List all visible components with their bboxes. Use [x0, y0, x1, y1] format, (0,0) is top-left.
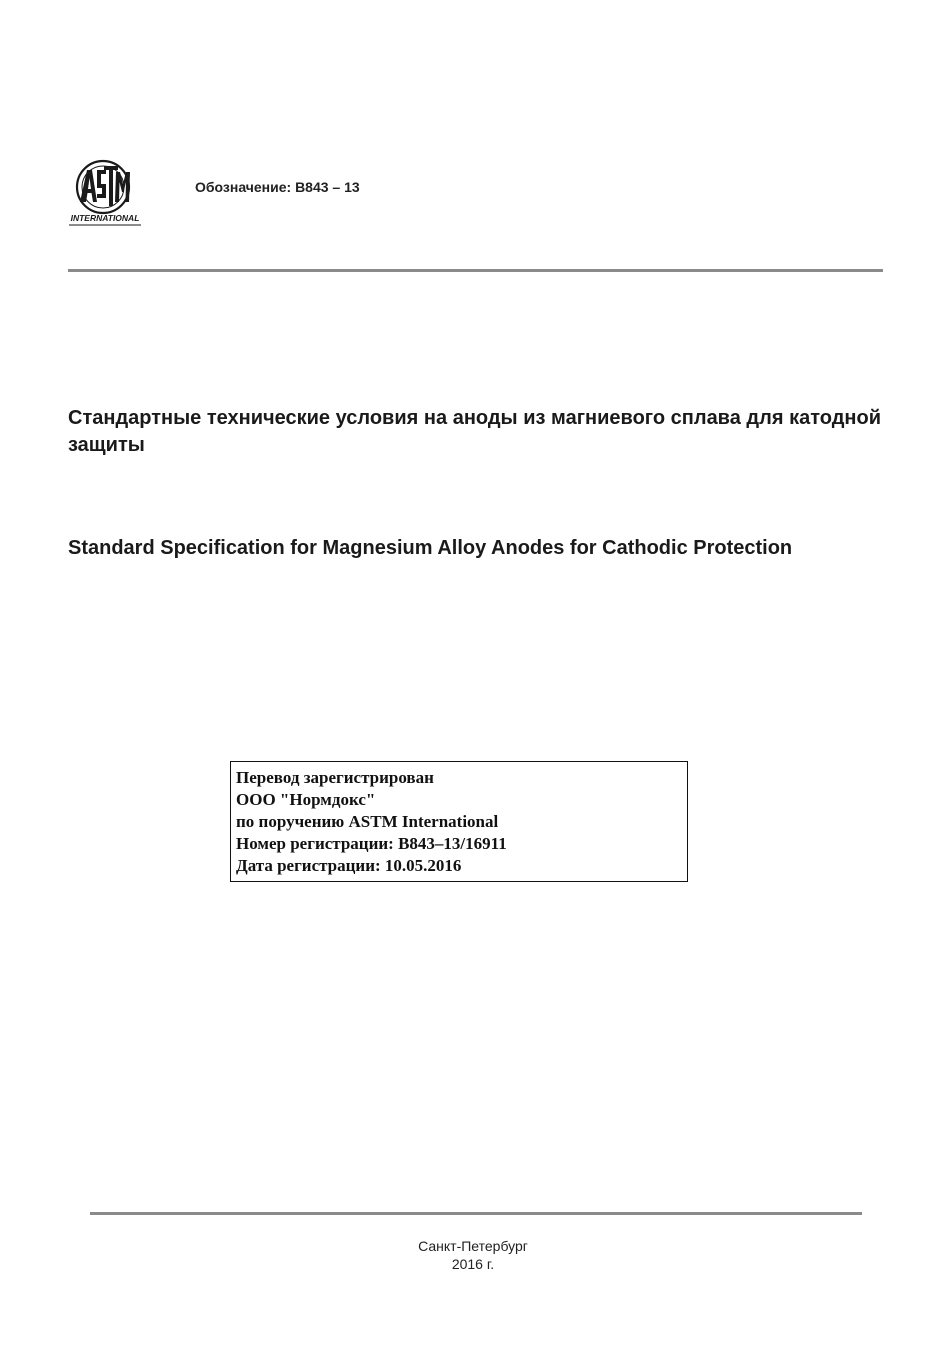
header-divider — [68, 269, 883, 272]
registration-line: Перевод зарегистрирован — [236, 768, 434, 787]
document-title-english: Standard Specification for Magnesium Alloy Anodes for Cathodic Protection — [68, 537, 793, 559]
registration-line: по поручению ASTM International — [236, 812, 499, 831]
registration-line: Номер регистрации: B843–13/16911 — [236, 834, 507, 853]
footer-year: 2016 г. — [451, 1256, 495, 1272]
astm-international-logo — [66, 158, 144, 228]
footer-divider — [90, 1212, 862, 1215]
svg-text:INTERNATIONAL: INTERNATIONAL — [70, 213, 140, 223]
footer-city: Санкт-Петербург — [418, 1238, 528, 1254]
designation: Обозначение: B843 – 13 — [195, 179, 360, 195]
registration-box — [230, 761, 688, 882]
registration-line: Дата регистрации: 10.05.2016 — [236, 856, 462, 875]
document-title-russian: Стандартные технические условия на аноды из магниевого сплава для катодной защиты — [68, 407, 881, 456]
registration-line: ООО "Нормдокс" — [236, 790, 376, 809]
